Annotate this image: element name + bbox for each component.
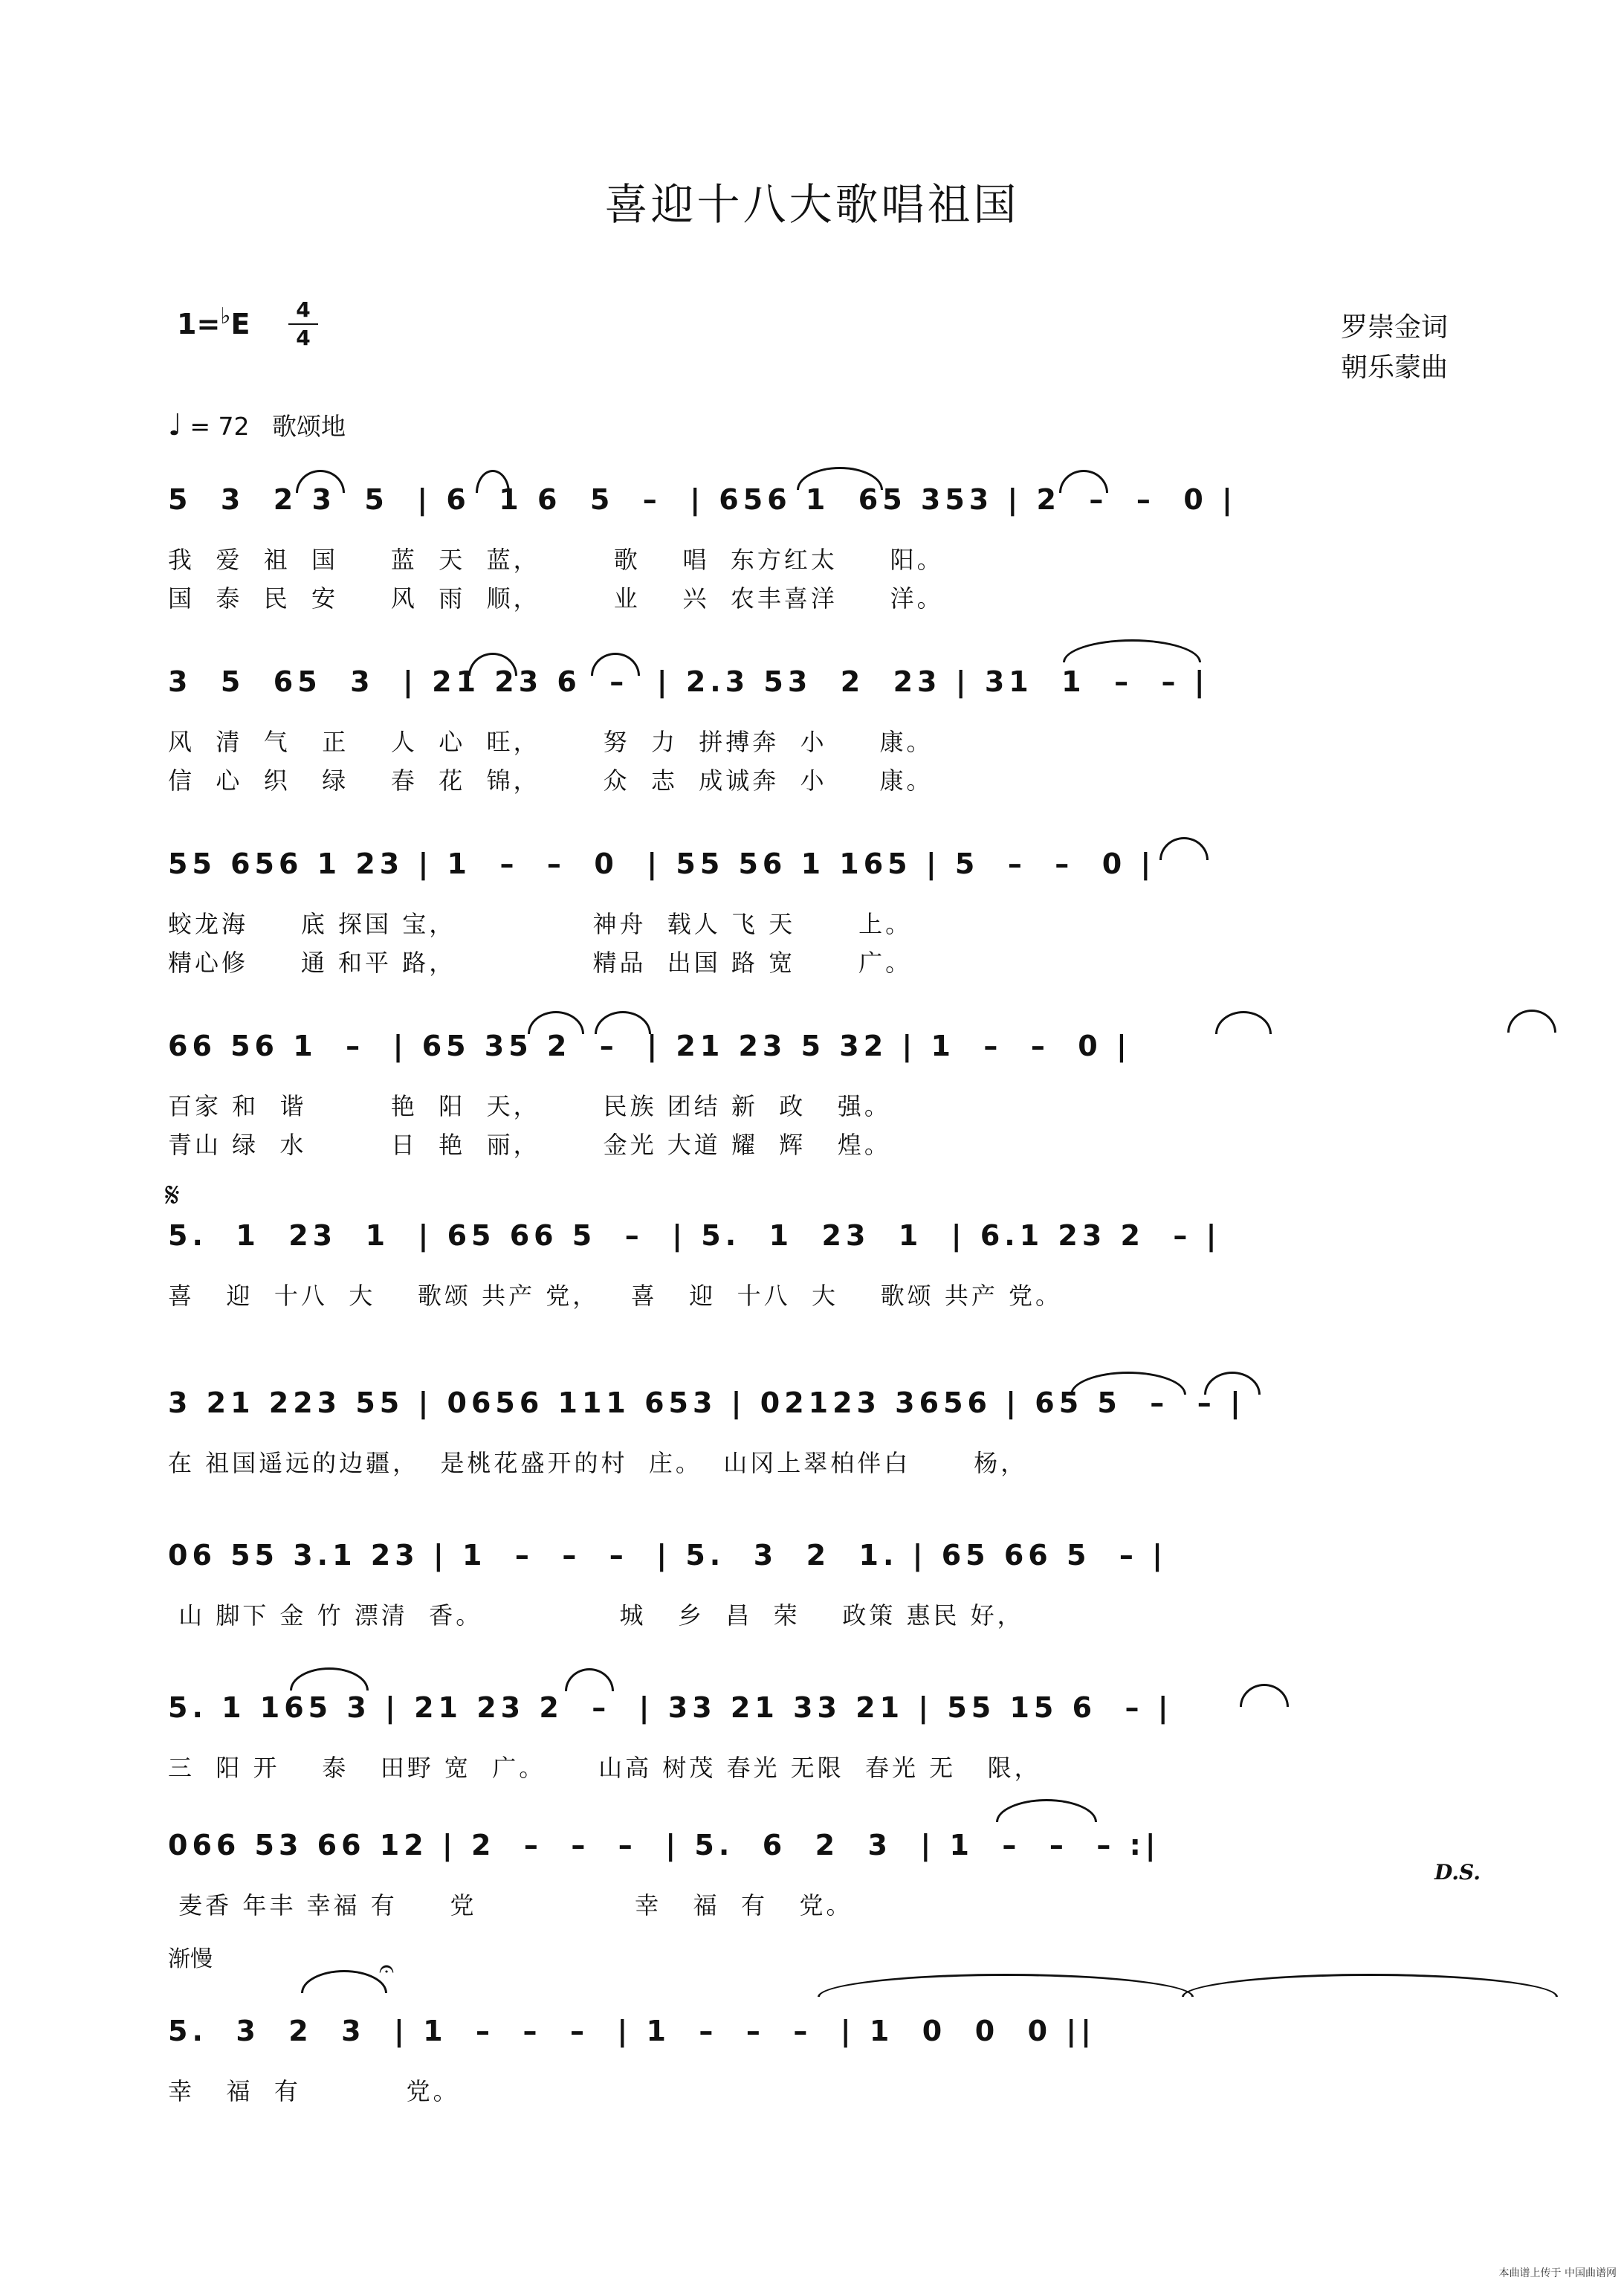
slur-mark xyxy=(1070,1372,1186,1395)
lyrics-line: 山 脚下 金 竹 漂清 香。 城 乡 昌 荣 政策 惠民 好， xyxy=(168,1601,1024,1630)
slur-mark xyxy=(476,470,510,493)
notation-line: 5. 1 165 3 | 21 23 2 – | 33 21 33 21 | 55 15 6 – | xyxy=(168,1691,1173,1724)
ritardando-marking: 渐慢 xyxy=(168,1946,213,1972)
flat-sign: ♭ xyxy=(220,303,231,329)
slur-mark xyxy=(1159,837,1209,860)
lyrics-line: 精心修 通 和平 路， 精品 出国 路 宽 广。 xyxy=(168,949,913,977)
notation-line: 55 656 1 23 | 1 – – 0 | 55 56 1 165 | 5 – – 0 | xyxy=(168,847,1156,880)
time-signature-divider xyxy=(288,323,318,325)
score-title: 喜迎十八大歌唱祖国 xyxy=(604,179,1020,230)
segno-icon: 𝄋 xyxy=(165,1175,180,1215)
slur-mark xyxy=(565,1668,614,1691)
slur-mark xyxy=(595,1011,651,1034)
slur-mark xyxy=(296,470,345,493)
tempo-bpm: = 72 xyxy=(190,412,250,441)
key-note: E xyxy=(230,308,250,340)
notation-line: 3 5 65 3 | 21 23 6 – | 2.3 53 2 23 | 31 1 – – | xyxy=(168,665,1209,698)
slur-mark xyxy=(1507,1010,1556,1033)
lyrics-line: 麦香 年丰 幸福 有 党 幸 福 有 党。 xyxy=(168,1891,853,1919)
notation-line: 66 56 1 – | 65 35 2 – | 21 23 5 32 | 1 – – 0 | xyxy=(168,1030,1131,1062)
key-signature xyxy=(177,303,250,340)
key-prefix: 1= xyxy=(177,308,221,340)
slur-mark xyxy=(1059,470,1108,493)
notation-line: 5. 3 2 3 | 1 – – – | 1 – – – | 1 0 0 0 || xyxy=(168,2015,1096,2047)
time-signature xyxy=(288,297,318,351)
slur-mark xyxy=(818,1974,1194,1997)
slur-mark xyxy=(468,653,517,676)
lyrics-line: 三 阳 开 泰 田野 宽 广。 山高 树茂 春光 无限 春光 无 限， xyxy=(168,1754,1041,1782)
lyrics-line: 百家 和 谐 艳 阳 天， 民族 团结 新 政 强。 xyxy=(168,1092,891,1120)
source-footer: 本曲谱上传于 中国曲谱网 xyxy=(1498,2267,1617,2279)
composer-credit: 朝乐蒙曲 xyxy=(1340,352,1448,383)
lyrics-line: 风 清 气 正 人 心 旺， 努 力 拼搏奔 小 康。 xyxy=(168,728,934,756)
notation-line: 5 3 2 3 5 | 6 1 6 5 – | 656 1 65 353 | 2 – – 0 | xyxy=(168,483,1237,516)
slur-mark xyxy=(591,653,640,676)
lyrics-line: 在 祖国遥远的边疆， 是桃花盛开的村 庄。 山冈上翠柏伴白 杨， xyxy=(168,1449,1028,1477)
notation-line: 06 55 3.1 23 | 1 – – – | 5. 3 2 1. | 65 66 5 – | xyxy=(168,1539,1167,1572)
lyrics-line: 信 心 织 绿 春 花 锦， 众 志 成诚奔 小 康。 xyxy=(168,766,934,795)
lyrics-line: 蛟龙海 底 探国 宝， 神舟 载人 飞 天 上。 xyxy=(168,910,913,938)
lyrics-line: 幸 福 有 党。 xyxy=(168,2077,460,2105)
slur-mark xyxy=(290,1667,369,1691)
slur-mark xyxy=(301,1970,387,1993)
lyrics-line: 国 泰 民 安 风 雨 顺， 业 兴 农丰喜洋 洋。 xyxy=(168,584,944,613)
notation-line: 066 53 66 12 | 2 – – – | 5. 6 2 3 | 1 – – – :| xyxy=(168,1829,1160,1861)
time-signature-top: 4 xyxy=(296,297,311,322)
tempo-marking xyxy=(168,407,346,442)
lyricist-credit: 罗崇金词 xyxy=(1340,312,1448,343)
slur-mark xyxy=(528,1011,584,1034)
slur-mark xyxy=(1063,639,1201,662)
notation-line: 5. 1 23 1 | 65 66 5 – | 5. 1 23 1 | 6.1 23 2 – | xyxy=(168,1219,1221,1252)
lyrics-line: 我 爱 祖 国 蓝 天 蓝， 歌 唱 东方红太 阳。 xyxy=(168,546,944,574)
slur-mark xyxy=(1182,1974,1558,1997)
quarter-note-icon: ♩ xyxy=(168,408,182,442)
dal-segno-marking: D.S. xyxy=(1434,1860,1481,1885)
tempo-expression: 歌颂地 xyxy=(272,412,346,441)
slur-mark xyxy=(996,1799,1097,1822)
slur-mark xyxy=(797,467,883,490)
slur-mark xyxy=(1204,1372,1261,1395)
notation-line: 3 21 223 55 | 0656 111 653 | 02123 3656 | 65 5 – – | xyxy=(168,1386,1245,1419)
slur-mark xyxy=(1240,1684,1289,1707)
fermata-icon: 𝄐 xyxy=(379,1954,395,1984)
lyrics-line: 喜 迎 十八 大 歌颂 共产 党， 喜 迎 十八 大 歌颂 共产 党。 xyxy=(168,1282,1062,1310)
time-signature-bottom: 4 xyxy=(296,326,311,350)
lyrics-line: 青山 绿 水 日 艳 丽， 金光 大道 耀 辉 煌。 xyxy=(168,1131,891,1159)
slur-mark xyxy=(1215,1011,1272,1034)
